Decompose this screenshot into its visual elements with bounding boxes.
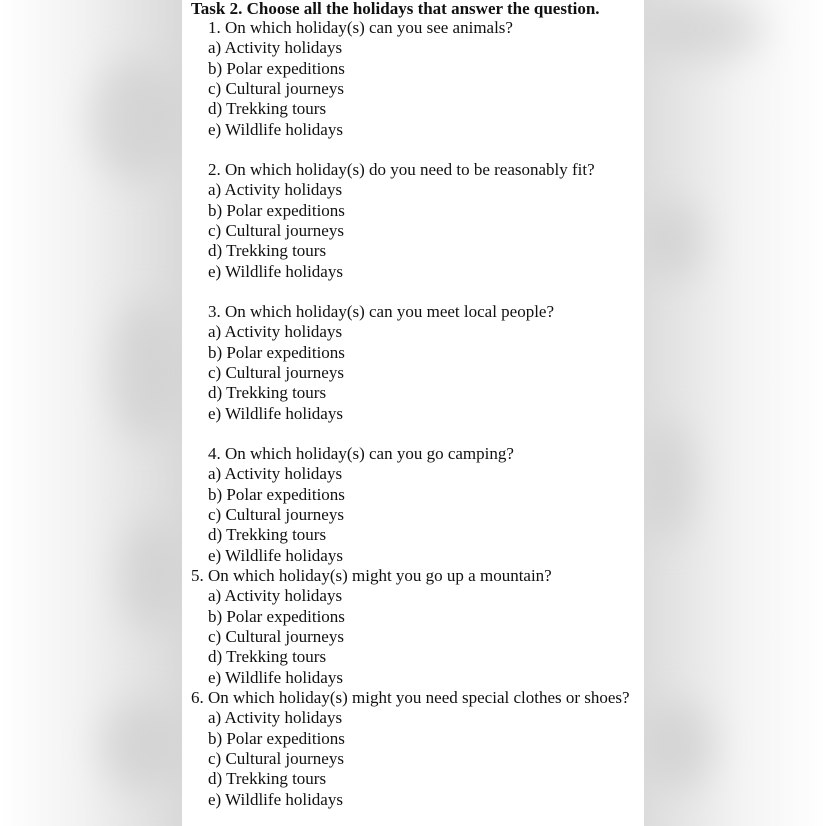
question-5-option-c: c) Cultural journeys <box>208 627 344 646</box>
question-2-text: 2. On which holiday(s) do you need to be reasonably fit? <box>208 160 595 179</box>
question-2-option-e: e) Wildlife holidays <box>208 262 343 281</box>
question-3-option-e: e) Wildlife holidays <box>208 404 343 423</box>
question-1-option-b: b) Polar expeditions <box>208 59 345 78</box>
question-1-option-e: e) Wildlife holidays <box>208 120 343 139</box>
question-2-option-a: a) Activity holidays <box>208 180 343 199</box>
question-1-option-c: c) Cultural journeys <box>208 79 344 98</box>
question-5-option-e: e) Wildlife holidays <box>208 668 343 687</box>
question-3-option-c: c) Cultural journeys <box>208 363 344 382</box>
question-4-option-d: d) Trekking tours <box>208 525 327 544</box>
question-6-text: 6. On which holiday(s) might you need special clothes or shoes? <box>191 688 630 707</box>
question-1-option-d: d) Trekking tours <box>208 99 327 118</box>
question-6-option-d: d) Trekking tours <box>208 769 327 788</box>
question-2-option-c: c) Cultural journeys <box>208 221 344 240</box>
question-2-option-d: d) Trekking tours <box>208 241 327 260</box>
question-5-option-b: b) Polar expeditions <box>208 607 345 626</box>
question-3-option-d: d) Trekking tours <box>208 383 327 402</box>
question-6-option-a: a) Activity holidays <box>208 708 343 727</box>
blurred-background-right <box>644 0 826 826</box>
worksheet-page <box>182 0 644 826</box>
question-6-option-e: e) Wildlife holidays <box>208 790 343 809</box>
question-3-option-a: a) Activity holidays <box>208 322 343 341</box>
question-4-option-b: b) Polar expeditions <box>208 485 345 504</box>
question-6-option-b: b) Polar expeditions <box>208 729 345 748</box>
question-1-text: 1. On which holiday(s) can you see animals? <box>208 18 513 37</box>
question-5-option-d: d) Trekking tours <box>208 647 327 666</box>
question-1-option-a: a) Activity holidays <box>208 38 343 57</box>
question-4-option-a: a) Activity holidays <box>208 464 343 483</box>
question-3-option-b: b) Polar expeditions <box>208 343 345 362</box>
question-4-option-e: e) Wildlife holidays <box>208 546 343 565</box>
question-4-option-c: c) Cultural journeys <box>208 505 344 524</box>
question-3-text: 3. On which holiday(s) can you meet local people? <box>208 302 555 321</box>
question-4-text: 4. On which holiday(s) can you go camping? <box>208 444 514 463</box>
task-title: Task 2. Choose all the holidays that answer the question. <box>191 0 600 18</box>
question-6-option-c: c) Cultural journeys <box>208 749 344 768</box>
blurred-background-left <box>0 0 182 826</box>
question-5-text: 5. On which holiday(s) might you go up a mountain? <box>191 566 552 585</box>
question-5-option-a: a) Activity holidays <box>208 586 343 605</box>
question-2-option-b: b) Polar expeditions <box>208 201 345 220</box>
